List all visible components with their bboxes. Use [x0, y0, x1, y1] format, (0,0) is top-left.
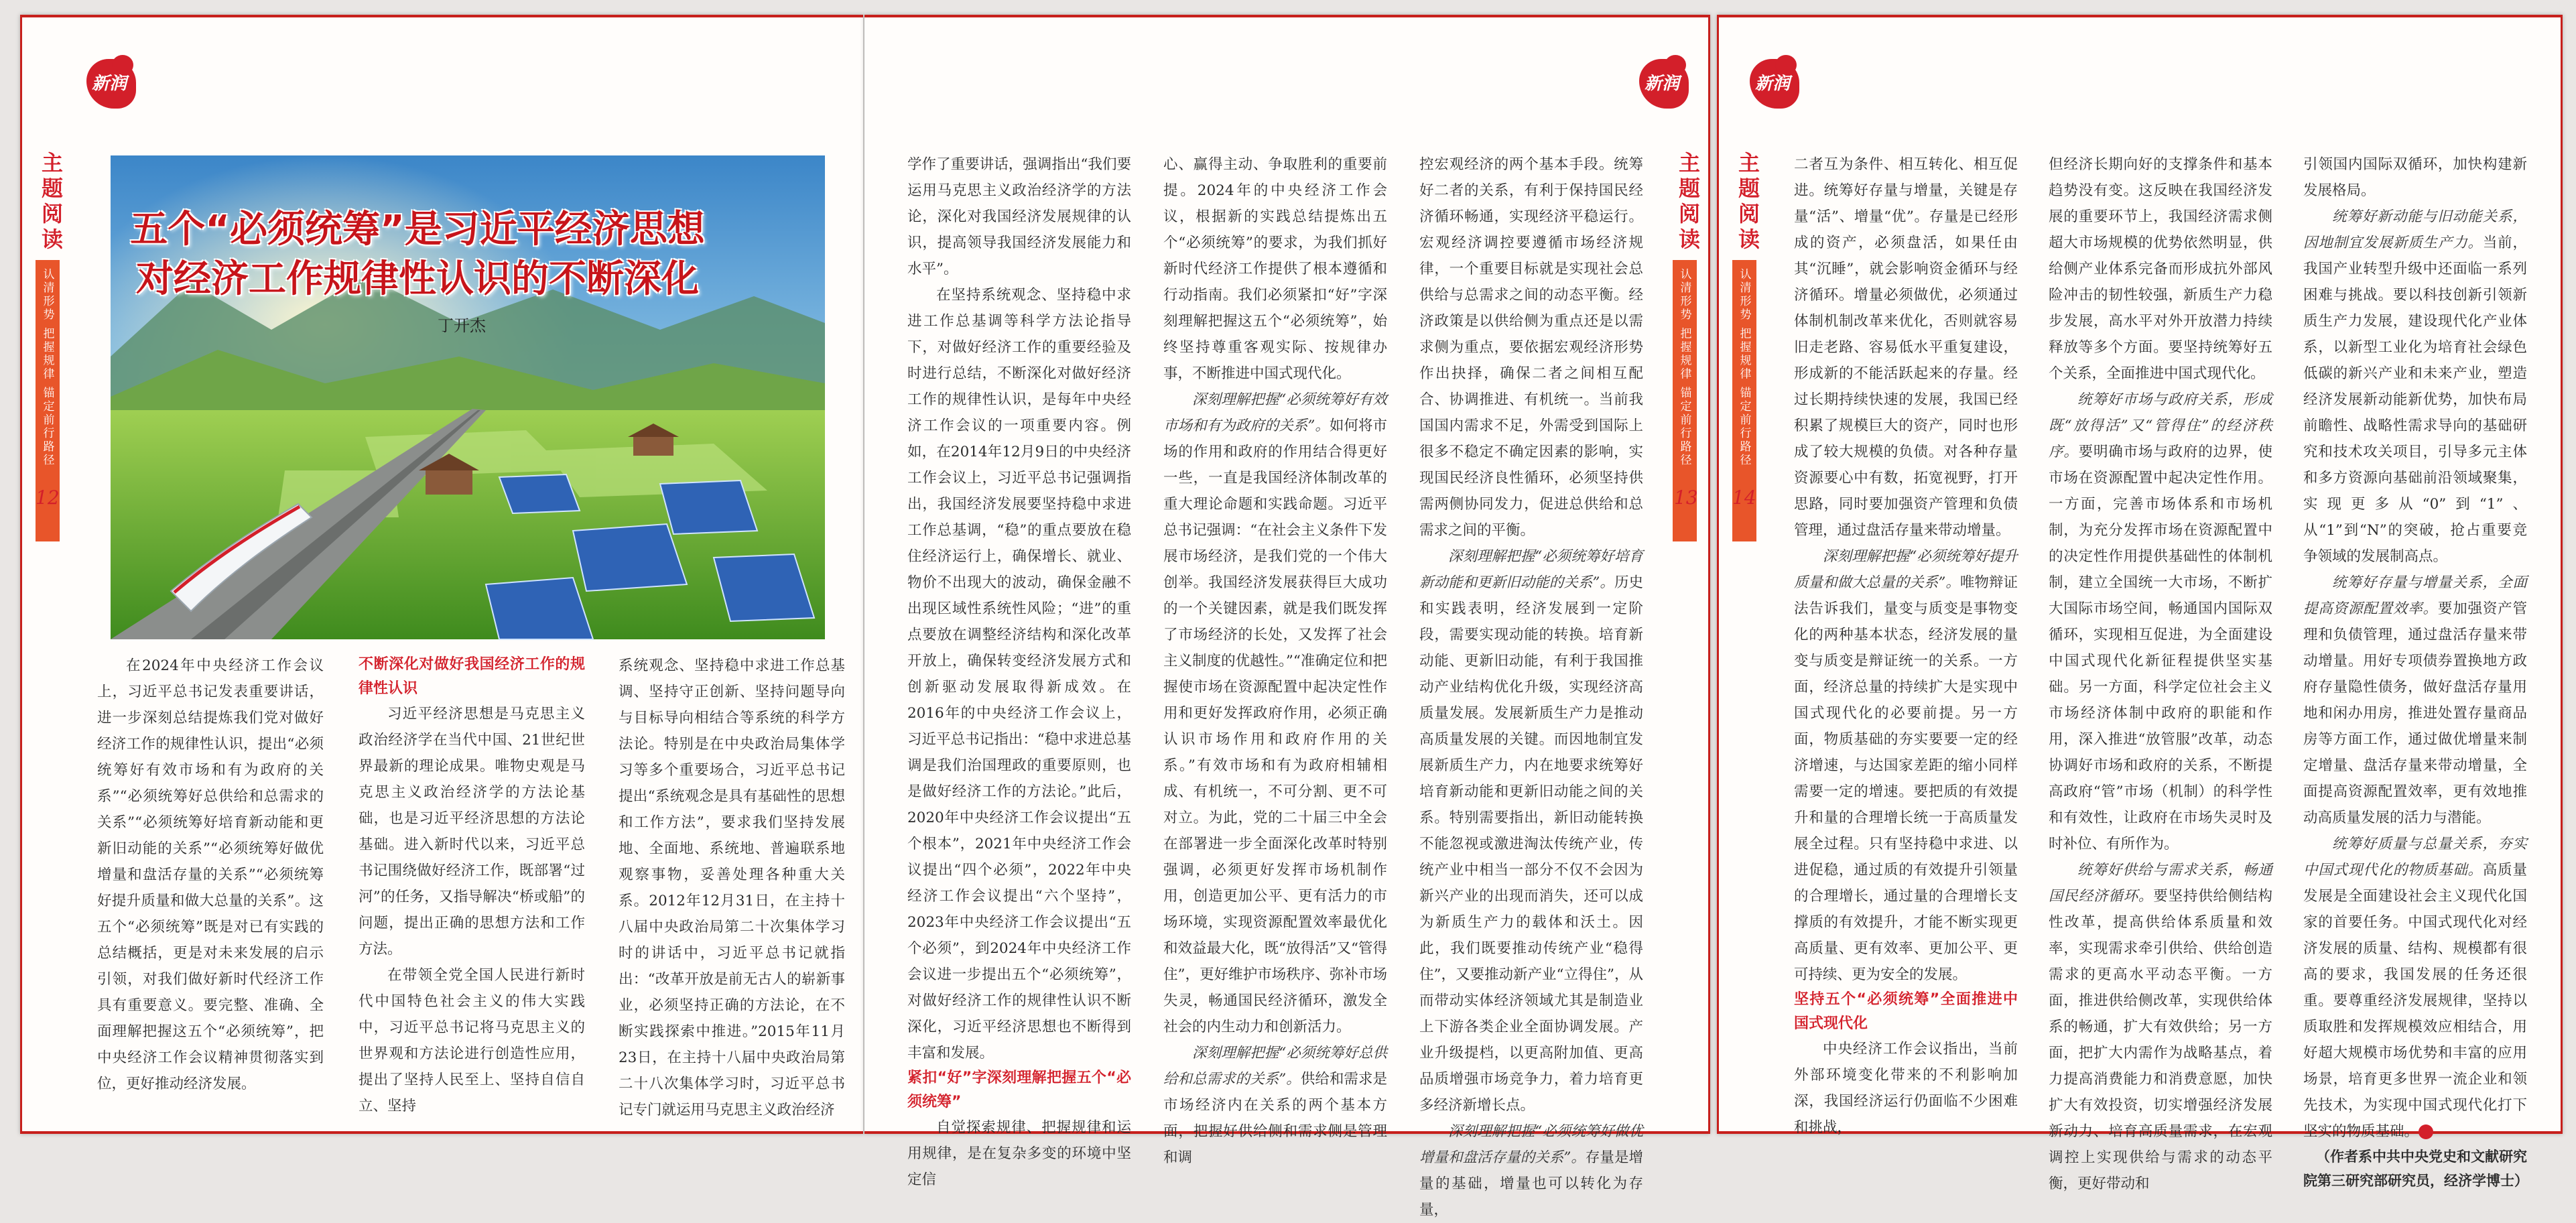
subheading: 紧扣“好”字深刻理解把握五个“必须统筹” — [907, 1070, 1131, 1110]
page-13 — [864, 15, 1710, 1218]
subheading: 不断深化对做好我国经济工作的规律性认识 — [359, 656, 585, 697]
section-heading: 主题阅读 — [38, 151, 64, 253]
p13-column-2: 心、赢得主动、争取胜利的重要前提。2024年的中央经济工作会议，根据新的实践总结提炼出五个“必须统筹”的要求，为我们抓好新时代经济工作提供了根本遵循和行动指南。我们必须紧扣“好”字深刻理解把握这五个“必须统筹”，始终坚持尊重客观实际、按规律办事，不断推进中国式现代化。 深刻理解把握“必须统筹好有效市场和有为政府的关系”。如何将市场的作用和政府的作用结合得更好一些，一直是我国经济体制改革的重大理论命题和实践命题。习近平总书记强调：“在社会主义条件下发展市场经济，是我们党的一个伟大创举。我国经济发展获得巨大成功的一个关键因素，就是我们既发挥了市场经济的长处，又发挥了社会主义制度的优越性。”“准确定位和把握使市场在资源配置中起决定性作用和更好发挥政府作用，必须正确认识市场作用和政府作用的关系。”有效市场和有为政府相辅相成、有机统一，不可分割、更不可对立。为此，党的二十届三中全会在部署进一步全面深化改革时特别强调，必须更好发挥市场机制作用，创造更加公平、更有活力的市场环境，实现资源配置效率最优化和效益最大化，既“放得活”又“管得住”，更好维护市场秩序、弥补市场失灵，畅通国民经济循环，激发全社会的内生动力和创新活力。 深刻理解把握“必须统筹好总供给和总需求的关系”。供给和需求是市场经济内在关系的两个基本方面，把握好供给侧和需求侧是管理和调 — [1163, 156, 1387, 1166]
section-rail — [36, 151, 64, 541]
page-12 — [20, 15, 863, 1134]
p14-column-2: 但经济长期向好的支撑条件和基本趋势没有变。这反映在我国经济发展的重要环节上，我国经济需求侧超大市场规模的优势依然明显，供给侧产业体系完备而形成抗外部风险冲击的韧性较强，新质生产力稳步发展，高水平对外开放潜力持续释放等多个方面。要坚持统筹好五个关系，全面推进中国式现代化。 统筹好市场与政府关系，形成既“放得活”又“管得住”的经济秩序。要明确市场与政府的边界，使市场在资源配置中起决定性作用。一方面，完善市场体系和市场机制，为充分发挥市场在资源配置中的决定性作用提供基础性的体制机制，建立全国统一大市场，不断扩大国际市场空间，畅通国内国际双循环，实现相互促进，为全面建设中国式现代化新征程提供坚实基础。另一方面，科学定位社会主义市场经济体制中政府的职能和作用，深入推进“放管服”改革，动态协调好市场和政府的关系，不断提高政府“管”市场（机制）的科学性和有效性，让政府在市场失灵时及时补位、有所作为。 统筹好供给与需求关系，畅通国民经济循环。要坚持供给侧结构性改革，提高供给体系质量和效率，实现需求牵引供给、供给创造需求的更高水平动态平衡。一方面，推进供给侧改革，实现供给体系的畅通，扩大有效供给；另一方面，把扩大内需作为战略基点，着力提高消费能力和消费意愿，加快扩大有效投资，切实增强经济发展新动力、培育高质量需求，在宏观调控上实现供给与需求的动态平衡，更好带动和 — [2049, 156, 2272, 1192]
section-logo: 新润 — [1635, 55, 1693, 115]
section-logo: 新润 — [1746, 55, 1803, 115]
author-byline: （作者系中共中央党史和文献研究院第三研究部研究员，经济学博士） — [2303, 1149, 2528, 1189]
p13-column-3: 控宏观经济的两个基本手段。统筹好二者的关系，有利于保持国民经济循环畅通，实现经济平稳运行。宏观经济调控要遵循市场经济规律，一个重要目标就是实现社会总供给与总需求之间的动态平衡。经济政策是以供给侧为重点还是以需求侧为重点，要依据宏观经济形势作出抉择，确保二者之间相互配合、协调推进、有机统一。当前我国国内需求不足，外需受到国际上很多不稳定不确定因素的影响，实现国民经济良性循环，必须坚持供需两侧协同发力，促进总供给和总需求之间的平衡。 深刻理解把握“必须统筹好培育新动能和更新旧动能的关系”。历史和实践表明，经济发展到一定阶段，需要实现动能的转换。培育新动能、更新旧动能，有利于我国推动产业结构优化升级，实现经济高质量发展。发展新质生产力是推动高质量发展的关键。而因地制宜发展新质生产力，内在地要求统筹好培育新动能和更新旧动能之间的关系。特别需要指出，新旧动能转换不能忽视或激进淘汰传统产业，传统产业中相当一部分不仅不会因为新兴产业的出现而消失，还可以成为新质生产力的载体和沃土。因此，我们既要推动传统产业“稳得住”，又要推动新产业“立得住”，从而带动实体经济领域尤其是制造业上下游各类企业全面协调发展。产业升级提档，以更高附加值、更高品质增强市场竞争力，着力培育更多经济新增长点。 深刻理解把握“必须统筹好做优增量和盘活存量的关系”。存量是增量的基础，增量也可以转化为存量， — [1419, 156, 1643, 1218]
author-name: 丁开杰 — [438, 316, 486, 335]
section-band: 认清形势 把握规律 锚定前行路径 — [36, 260, 60, 541]
p14-column-1: 二者互为条件、相互转化、相互促进。统筹好存量与增量，关键是存量“活”、增量“优”。存量是已经形成的资产，必须盘活，如果任由其“沉睡”，就会影响资金循环与经济循环。增量必须做优，必须通过体制机制改革来优化，否则就容易旧走老路、容易低水平重复建设，形成新的不能活跃起来的存量。经过长期持续快速的发展，我国已经积累了规模巨大的资产，同时也形成了较大规模的负债。对各种存量资源要心中有数，拓宽视野，打开思路，同时要加强资产管理和负债管理，通过盘活存量来带动增量。 深刻理解把握“必须统筹好提升质量和做大总量的关系”。唯物辩证法告诉我们，量变与质变是事物变化的两种基本状态，经济发展的量变与质变是辩证统一的关系。一方面，经济总量的持续扩大是实现中国式现代化的必要前提。另一方面，物质基础的夯实要要一定的经济增速，与达国家差距的缩小同样需要一定的增速。要把质的有效提升和量的合理增长统一于高质量发展全过程。只有坚持稳中求进、以进促稳，通过质的有效提升引领量的合理增长，通过量的合理增长支撑质的有效提升，才能不断实现更高质量、更有效率、更加公平、更可持续、更为安全的发展。 坚持五个“必须统筹”全面推进中国式现代化 中央经济工作会议指出，当前外部环境变化带来的不利影响加深，我国经济运行仍面临不少困难和挑战， — [1794, 156, 2018, 1136]
page-number: 14 — [1732, 487, 1756, 509]
p14-column-3: 引领国内国际双循环，加快构建新发展格局。 统筹好新动能与旧动能关系，因地制宜发展新质生产力。当前，我国产业转型升级中还面临一系列困难与挑战。要以科技创新引领新质生产力发展，建设现代化产业体系，以新型工业化为培育社会绿色低碳的新兴产业和未来产业，塑造经济发展新动能新优势，加快布局前瞻性、战略性需求导向的基础研究和技术攻关项目，引导多元主体和多方资源向基础前沿领域聚集，实现更多从“0”到“1”、从“1”到“N”的突破，抢占重要竞争领域的发展制高点。 统筹好存量与增量关系，全面提高资源配置效率。要加强资产管理和负债管理，通过盘活存量来带动增量。用好专项债券置换地方政府存量隐性债务，做好盘活存量用地和闲办用房，推进处置存量商品房等方面工作，通过做优增量来制定增量、盘活存量来带动增量，全面提高资源配置效率，更有效地推动高质量发展的活力与潜能。 统筹好质量与总量关系，夯实中国式现代化的物质基础。高质量发展是全面建设社会主义现代化国家的首要任务。中国式现代化对经济发展的质量、结构、规模都有很高的要求，我国发展的任务还很重。要尊重经济发展规律，坚持以质取胜和发挥规模效应相结合，用好超大规模市场优势和丰富的应用场景，培育更多世界一流企业和领先技术，为实现中国式现代化打下坚实的物质基础。 （作者系中共中央党史和文献研究院第三研究部研究员，经济学博士） — [2303, 151, 2527, 1193]
section-band: 认清形势 把握规律 锚定前行路径 — [1673, 260, 1697, 541]
article-title: 五个“必须统筹”是习近平经济思想 对经济工作规律性认识的不断深化 — [130, 208, 705, 301]
page-number: 13 — [1674, 487, 1698, 509]
p13-column-1: 学作了重要讲话，强调指出“我们要运用马克思主义政治经济学的方法论，深化对我国经济发展规律的认识，提高领导我国经济发展能力和水平”。 在坚持系统观念、坚持稳中求进工作总基调等科学方法论指导下，对做好经济工作的重要经验及时进行总结，不断深化对做好经济工作的规律性认识，是每年中央经济工作会议的一项重要内容。例如，在2014年12月9日的中央经济工作会议上，习近平总书记强调指出，我国经济发展要坚持稳中求进工作总基调，“稳”的重点要放在稳住经济运行上，确保增长、就业、物价不出现大的波动，确保金融不出现区域性系统性风险；“进”的重点要放在调整经济结构和深化改革开放上，确保转变经济发展方式和创新驱动发展取得新成效。在2016年的中央经济工作会议上，习近平总书记指出：“稳中求进总基调是我们治国理政的重要原则，也是做好经济工作的方法论。”此后，2020年中央经济工作会议提出“五个根本”，2021年中央经济工作会议提出“四个必须”，2022年中央经济工作会议提出“六个坚持”，2023年中央经济工作会议提出“五个必须”，到2024年中央经济工作会议进一步提出五个“必须统筹”，对做好经济工作的规律性认识不断深化，习近平经济思想也不断得到丰富和发展。 紧扣“好”字深刻理解把握五个“必须统筹” 自觉探索规律、把握规律和运用规律，是在复杂多变的环境中坚定信 — [907, 156, 1131, 1188]
section-heading: 主题阅读 — [1735, 151, 1760, 253]
section-band: 认清形势 把握规律 锚定前行路径 — [1732, 260, 1756, 541]
section-rail — [1732, 151, 1760, 541]
section-heading: 主题阅读 — [1675, 151, 1701, 253]
section-logo: 新润 — [82, 55, 140, 115]
page-14 — [1717, 15, 2563, 1192]
section-rail — [1673, 151, 1701, 541]
page-number: 12 — [36, 487, 60, 509]
p12-column-2: 不断深化对做好我国经济工作的规律性认识 习近平经济思想是马克思主义政治经济学在当代中国、21世纪世界最新的理论成果。唯物史观是马克思主义政治经济学的方法论基础，也是习近平经济思想的方法论基础。进入新时代以来，习近平总书记围绕做好经济工作，既部署“过河”的任务，又指导解决“桥或船”的问题，提出正确的思想方法和工作方法。 在带领全党全国人民进行新时代中国特色社会主义的伟大实践中，习近平总书记将马克思主义的世界观和方法论进行创造性应用，提出了坚持人民至上、坚持自信自立、坚持 — [359, 653, 585, 1119]
article-end-icon — [2419, 1124, 2433, 1139]
p12-column-1: 在2024年中央经济工作会议上，习近平总书记发表重要讲话，进一步深刻总结提炼我们党对做好经济工作的规律性认识，提出“必须统筹好有效市场和有为政府的关系”“必须统筹好总供给和总需求的关系”“必须统筹好培育新动能和更新旧动能的关系”“必须统筹好做优增量和盘活存量的关系”“必须统筹好提升质量和做大总量的关系”。这五个“必须统筹”既是对已有实践的总结概括，更是对未来发展的启示引领，对我们做好新时代经济工作具有重要意义。要完整、准确、全面理解把握这五个“必须统筹”，把中央经济工作会议精神贯彻落实到位，更好推动经济发展。 — [97, 657, 324, 1092]
p12-column-3: 系统观念、坚持稳中求进工作总基调、坚持守正创新、坚持问题导向与目标导向相结合等系统的科学方法论。特别是在中央政治局集体学习等多个重要场合，习近平总书记提出“系统观念是具有基础性的思想和工作方法”，要求我们坚持发展地、全面地、系统地、普遍联系地观察事物，妥善处理各种重大关系。2012年12月31日，在主持十八届中央政治局第二十次集体学习时的讲话中，习近平总书记就指出：“改革开放是前无古人的崭新事业，必须坚持正确的方法论，在不断实践探索中推进。”2015年11月23日，在主持十八届中央政治局第二十八次集体学习时，习近平总书记专门就运用马克思主义政治经济 — [619, 657, 845, 1118]
subheading: 坚持五个“必须统筹”全面推进中国式现代化 — [1794, 991, 2018, 1032]
